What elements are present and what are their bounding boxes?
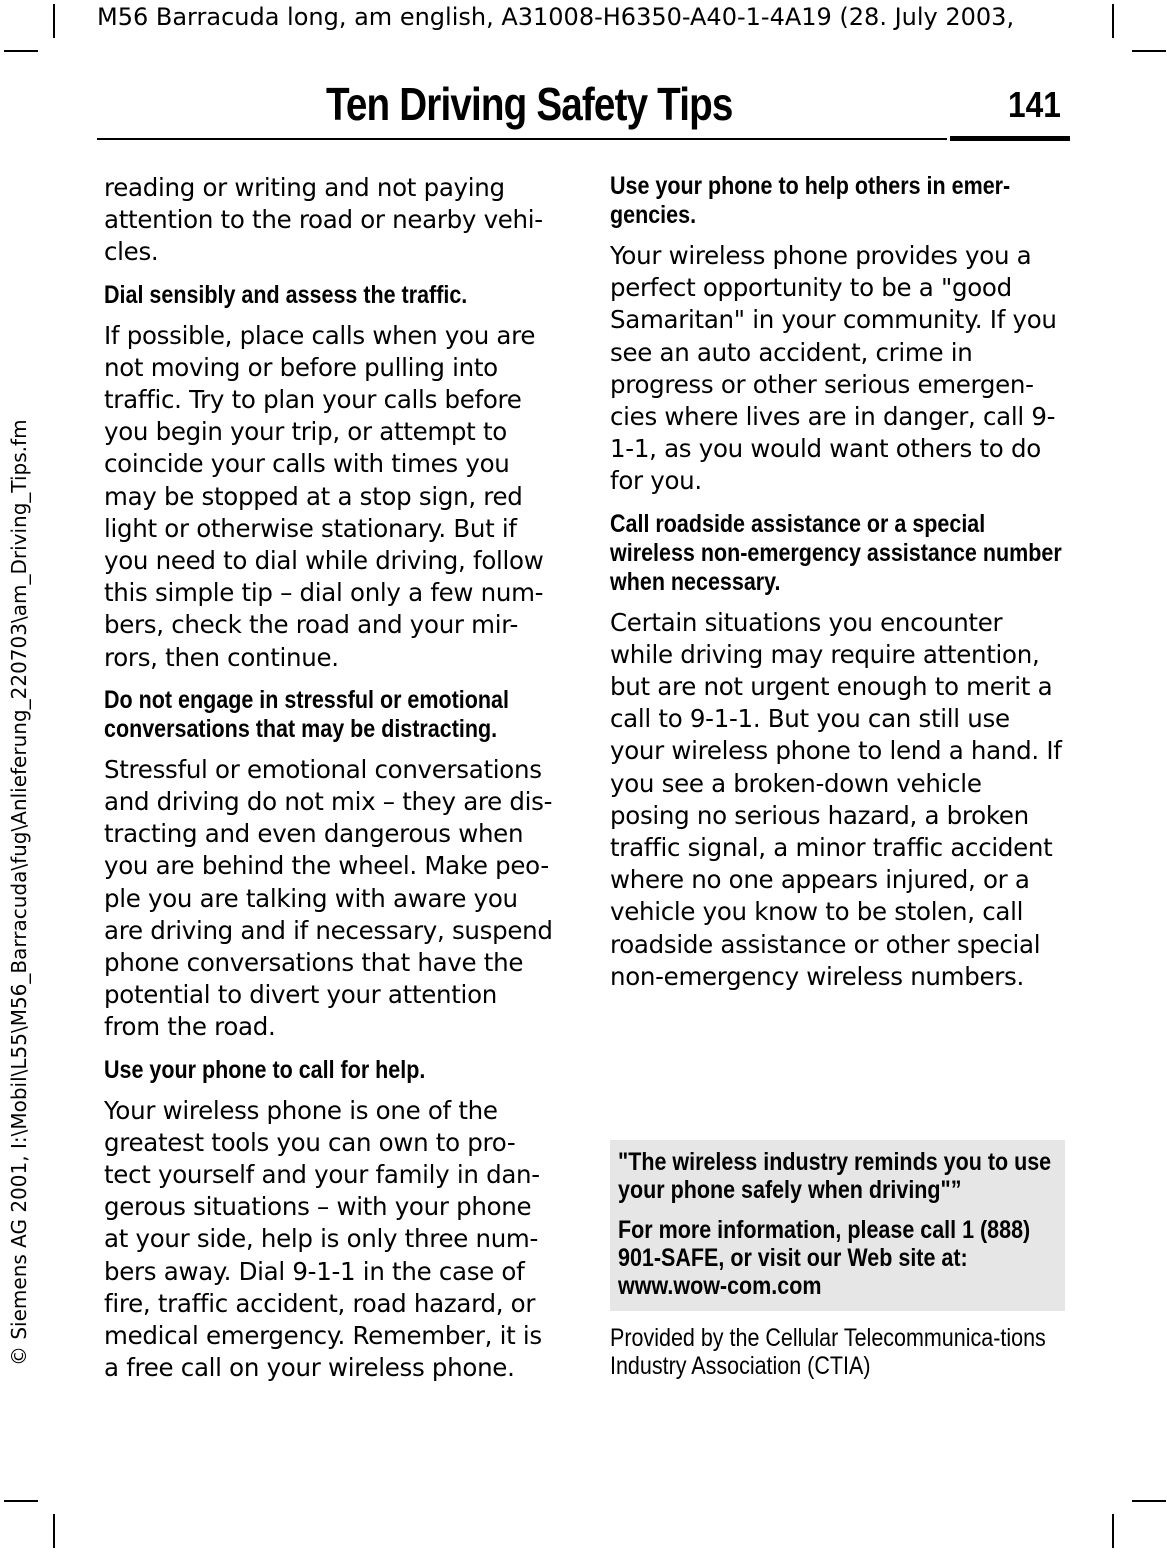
crop-mark: [1132, 50, 1166, 52]
section-heading: Use your phone to call for help.: [104, 1055, 426, 1084]
safety-reminder: "The wireless industry reminds you to use your phone safely when driving"”: [618, 1148, 1052, 1204]
section-body: Your wireless phone is one of the greatest tools you can own to pro-tect yourself and your family in dan-gerous situations – with your phone at your side, help is only three num-bers away. Dial 9-1-1 in the case of fire, traffic accident, road hazard, or medical emergency. Remember, it is a free call on your wireless phone.: [104, 1095, 542, 1383]
crop-mark: [4, 1500, 38, 1502]
right-column: [610, 172, 1066, 993]
section-body: Certain situations you encounter while driving may require attention, but are not urgent enough to merit a call to 9-1-1. But you can still use your wireless phone to lend a hand. If you see a broken-down vehicle posing no serious hazard, a broken traffic signal, a minor traffic accident where no one appears injured, or a vehicle you know to be stolen, call roadside assistance or other special non-emergency wireless numbers.: [610, 607, 1062, 991]
side-file-path: © Siemens AG 2001, I:\Mobil\L55\M56_Barracuda\fug\Anlieferung_220703\am_Driving_Tips.fm: [7, 419, 31, 1366]
contact-info: For more information, please call 1 (888) 901-SAFE, or visit our Web site at: www.wow-com.com: [618, 1216, 1031, 1300]
title-rule: [97, 138, 947, 140]
left-column: [104, 172, 560, 1385]
crop-mark: [53, 1514, 55, 1548]
page-number: 141: [1008, 84, 1061, 125]
crop-mark: [4, 50, 38, 52]
intro-paragraph: reading or writing and not paying attention to the road or nearby vehi-cles.: [104, 173, 543, 267]
source-credit: Provided by the Cellular Telecommunica-tions Industry Association (CTIA): [610, 1324, 1046, 1380]
section-heading: Do not engage in stressful or emotional conversations that may be distracting.: [104, 685, 509, 743]
crop-mark: [1112, 1514, 1114, 1548]
running-header: M56 Barracuda long, am english, A31008-H6350-A40-1-4A19 (28. July 2003,: [97, 3, 1015, 31]
crop-mark: [1132, 1500, 1166, 1502]
page-number-rule: [950, 136, 1070, 141]
section-heading: Dial sensibly and assess the traffic.: [104, 280, 468, 309]
section-body: Stressful or emotional conversations and driving do not mix – they are dis-tracting and even dangerous when you are behind the wheel. Make peo-ple you are talking with aware you are driving and if necessary, suspend phone conversations that have the potential to divert your attention from the road.: [104, 754, 553, 1042]
crop-mark: [1112, 4, 1114, 38]
section-body: If possible, place calls when you are not moving or before pulling into traffic. Try to plan your calls before you begin your trip, or attempt to coincide your calls with times you may be stopped at a stop sign, red light or otherwise stationary. But if you need to dial while driving, follow this simple tip – dial only a few num-bers, check the road and your mir-rors, then continue.: [104, 320, 544, 672]
crop-mark: [53, 4, 55, 38]
section-heading: Call roadside assistance or a special wireless non-emergency assistance number when necessary.: [610, 509, 1062, 596]
section-body: Your wireless phone provides you a perfect opportunity to be a "good Samaritan" in your community. If you see an auto accident, crime in progress or other serious emergen-cies where lives are in danger, call 9-1-1, as you would want others to do for you.: [610, 241, 1057, 496]
section-heading: Use your phone to help others in emer-gencies.: [610, 172, 1011, 229]
page-title: Ten Driving Safety Tips: [326, 78, 733, 130]
safety-notice-box: [610, 1140, 1065, 1311]
